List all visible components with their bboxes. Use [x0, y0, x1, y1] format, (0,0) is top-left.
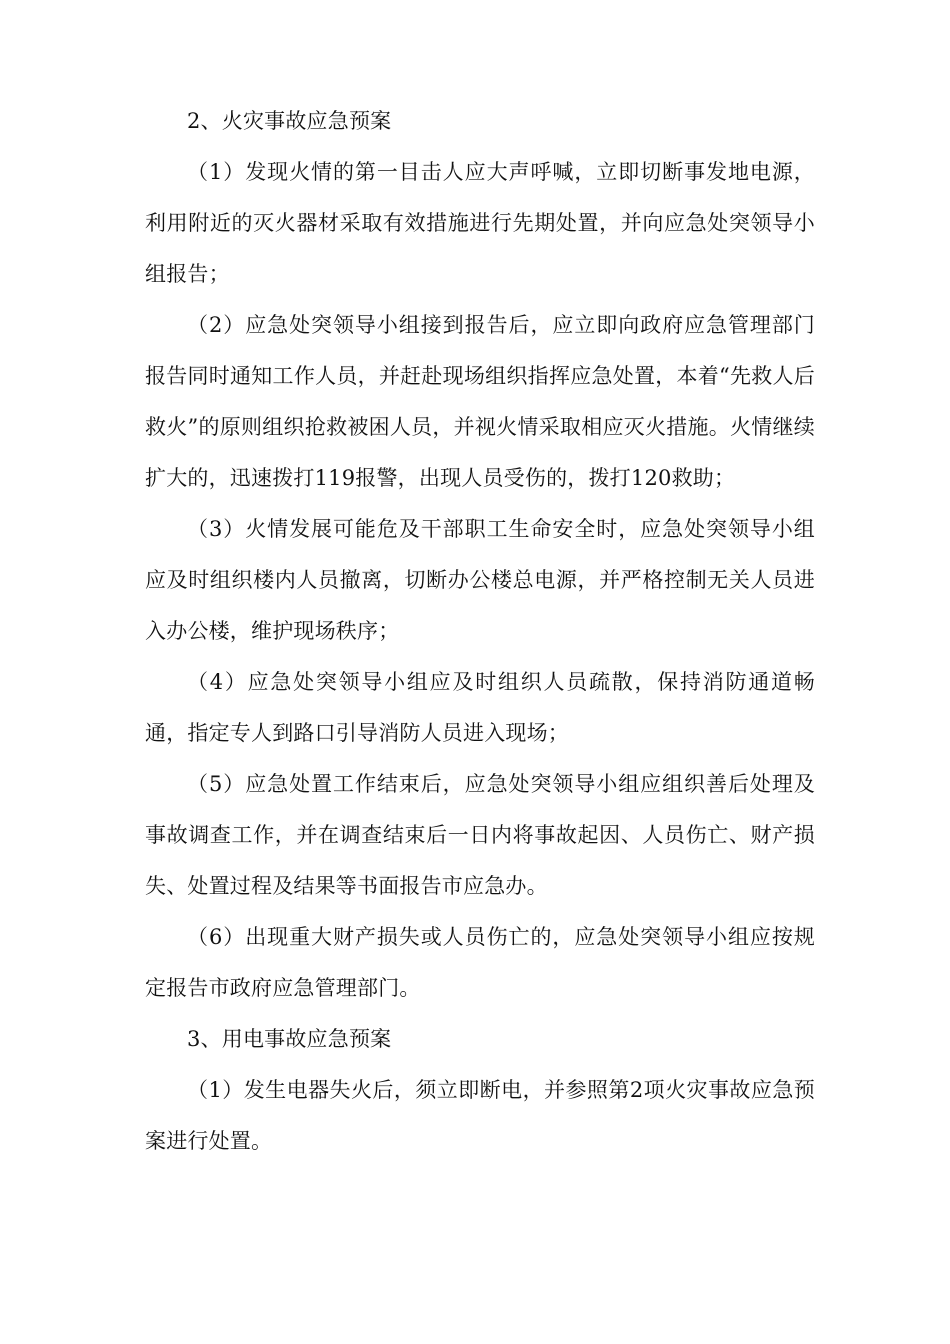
- paragraph-fire-item-2: （2）应急处突领导小组接到报告后，应立即向政府应急管理部门报告同时通知工作人员，并赶赴现场组织指挥应急处置，本着“先救人后救火”的原则组织抢救被困人员，并视火情采取相应灭火措施。火情继续扩大的，迅速拨打119报警，出现人员受伤的，拨打120救助；: [145, 313, 815, 490]
- section-heading-fire-plan: 2、火灾事故应急预案: [187, 109, 392, 133]
- document-body: [145, 96, 815, 1167]
- section-heading-electrical-plan: 3、用电事故应急预案: [187, 1027, 392, 1051]
- paragraph-electrical-item-1: （1）发生电器失火后，须立即断电，并参照第2项火灾事故应急预案进行处置。: [145, 1078, 815, 1153]
- paragraph-fire-item-5: （5）应急处置工作结束后，应急处突领导小组应组织善后处理及事故调查工作，并在调查结束后一日内将事故起因、人员伤亡、财产损失、处置过程及结果等书面报告市应急办。: [145, 772, 815, 898]
- paragraph-fire-item-6: （6）出现重大财产损失或人员伤亡的，应急处突领导小组应按规定报告市政府应急管理部门。: [145, 925, 815, 1000]
- paragraph-fire-item-4: （4）应急处突领导小组应及时组织人员疏散，保持消防通道畅通，指定专人到路口引导消防人员进入现场；: [145, 670, 815, 745]
- paragraph-fire-item-1: （1）发现火情的第一目击人应大声呼喊，立即切断事发地电源，利用附近的灭火器材采取有效措施进行先期处置，并向应急处突领导小组报告；: [145, 160, 815, 286]
- paragraph-fire-item-3: （3）火情发展可能危及干部职工生命安全时，应急处突领导小组应及时组织楼内人员撤离，切断办公楼总电源，并严格控制无关人员进入办公楼，维护现场秩序；: [145, 517, 815, 643]
